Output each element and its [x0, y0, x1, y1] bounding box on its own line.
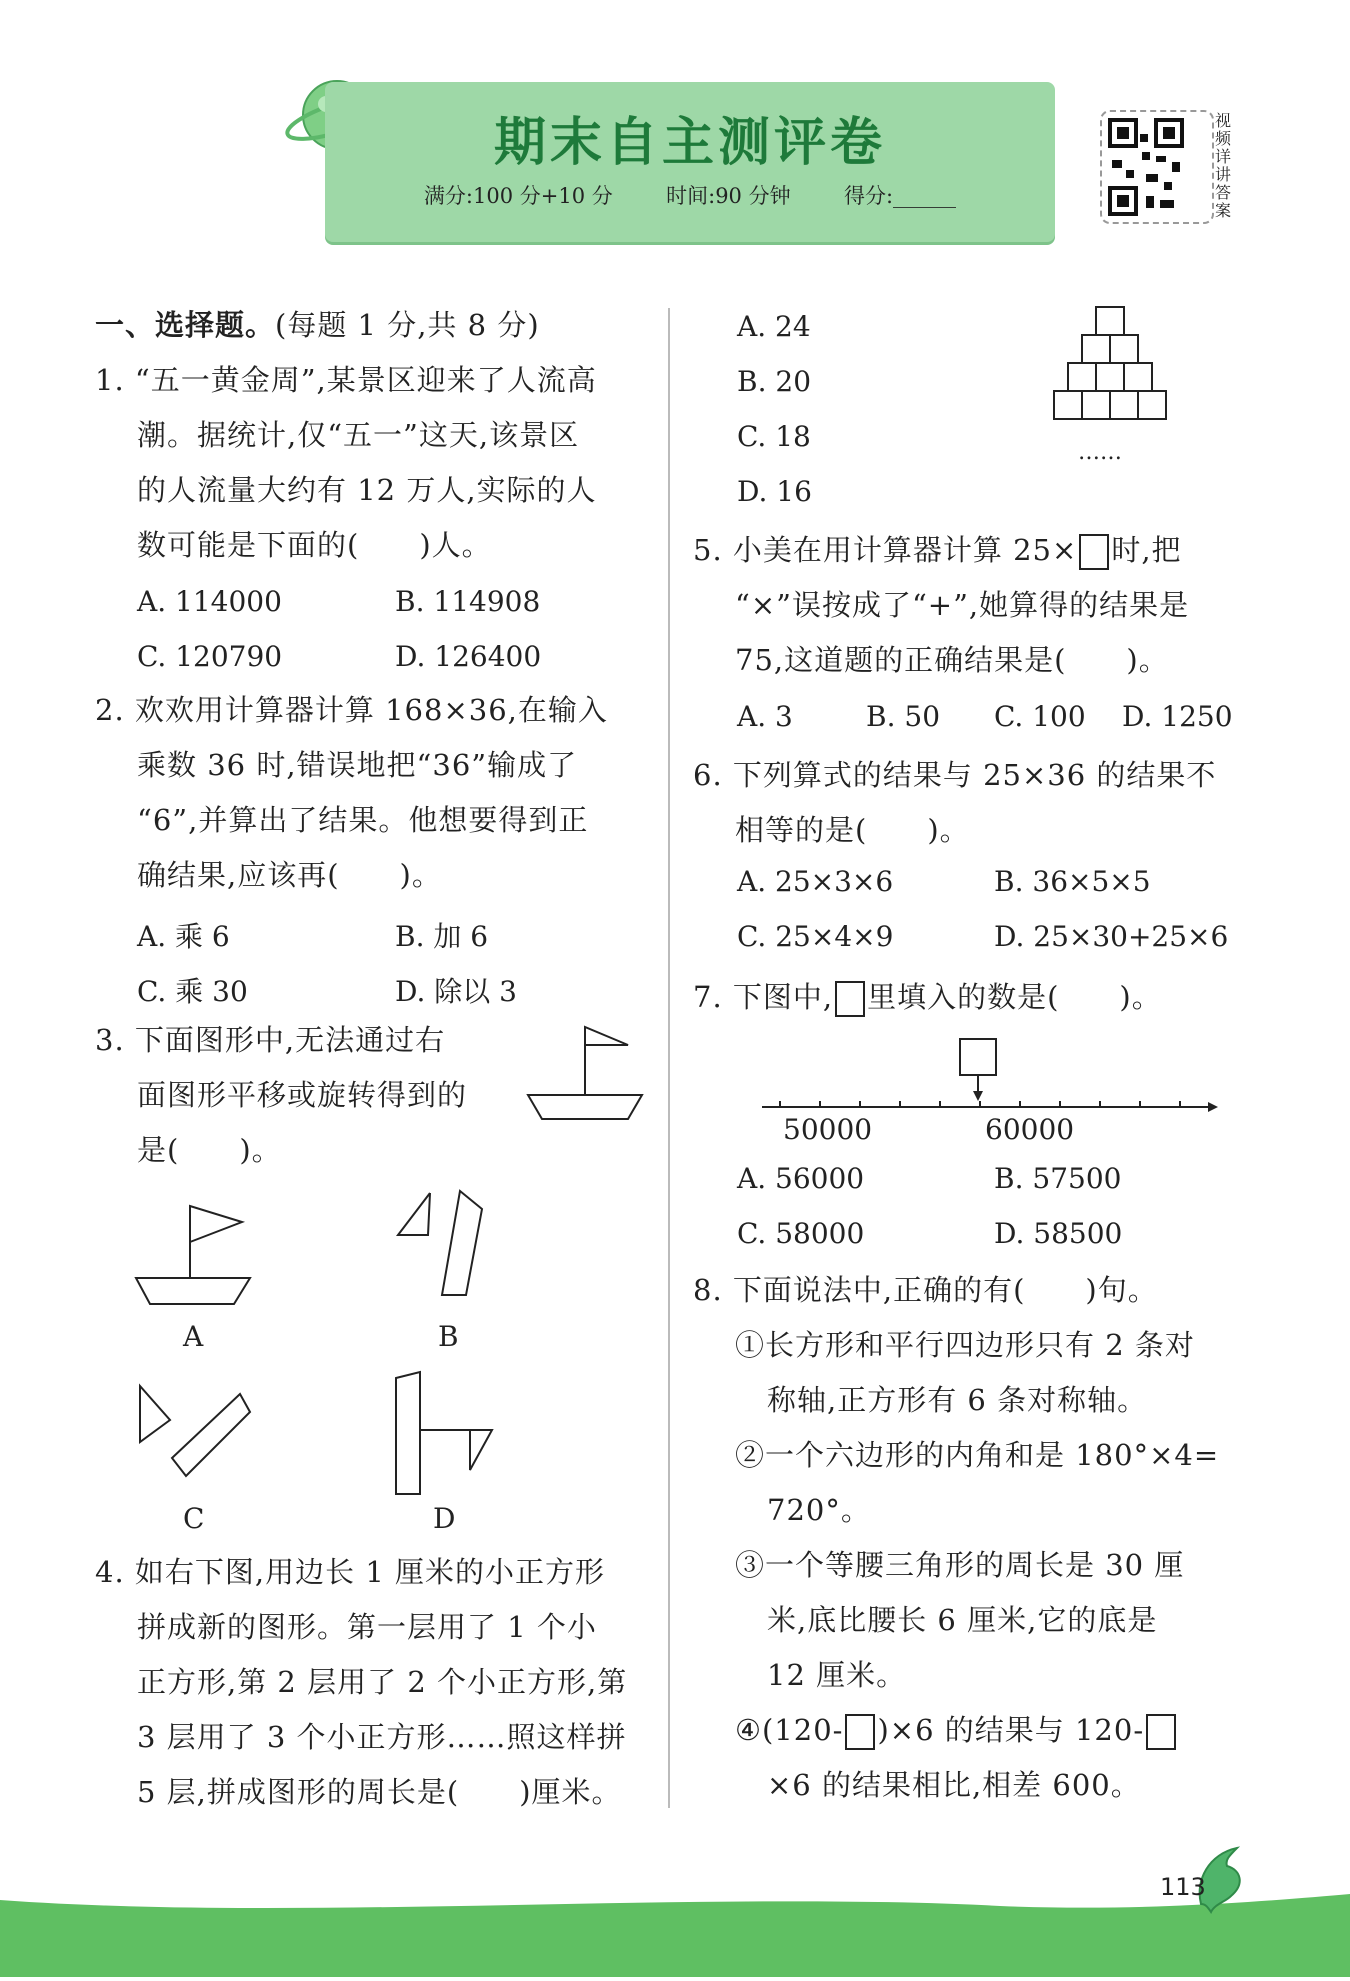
question-1	[95, 353, 597, 573]
q5-line: 5. 小美在用计算器计算 25×	[693, 533, 1078, 567]
q1-option-a[interactable]: A. 114000	[137, 585, 282, 618]
q6-line: 相等的是( )。	[735, 813, 970, 847]
q3-line: 3. 下面图形中,无法通过右	[95, 1023, 446, 1057]
q7-line: 里填入的数是( )。	[867, 980, 1162, 1014]
full-score: 满分:100 分+10 分	[423, 184, 613, 208]
q4-line: 拼成新的图形。第一层用了 1 个小	[137, 1610, 597, 1644]
q8-line: ×6 的结果相比,相差 600。	[767, 1768, 1141, 1802]
page-number: 113	[1160, 1873, 1206, 1901]
q4-option-a[interactable]: A. 24	[737, 310, 811, 343]
footer-wave	[0, 1880, 1350, 1977]
question-7	[693, 970, 1162, 1025]
qr-label: 视频详讲答案	[1215, 111, 1232, 220]
q6-line: 6. 下列算式的结果与 25×36 的结果不	[693, 758, 1217, 792]
q7-blank-box[interactable]	[835, 981, 865, 1017]
q7-option-a[interactable]: A. 56000	[737, 1162, 865, 1195]
q2-line: “6”,并算出了结果。他想要得到正	[137, 803, 589, 837]
q2-option-c[interactable]: C. 乘 30	[137, 975, 248, 1008]
qr-code[interactable]	[1100, 110, 1214, 224]
q7-option-b[interactable]: B. 57500	[994, 1162, 1122, 1195]
q5-line: “×”误按成了“+”,她算得的结果是	[735, 588, 1190, 622]
q2-line: 2. 欢欢用计算器计算 168×36,在输入	[95, 693, 608, 727]
q8-blank-box-2[interactable]	[1146, 1714, 1176, 1750]
q6-option-b[interactable]: B. 36×5×5	[994, 865, 1151, 898]
q3-label-a: A	[183, 1320, 204, 1353]
column-divider	[668, 308, 670, 1808]
q2-line: 乘数 36 时,错误地把“36”输成了	[137, 748, 578, 782]
q1-line: 数可能是下面的( )人。	[137, 528, 492, 562]
section-note: (每题 1 分,共 8 分)	[275, 308, 540, 342]
q4-option-d[interactable]: D. 16	[737, 475, 812, 508]
q4-continuation-dots: ……	[1078, 440, 1122, 465]
question-5	[693, 523, 1189, 688]
q4-line: 5 层,拼成图形的周长是( )厘米。	[137, 1775, 622, 1809]
q2-option-b[interactable]: B. 加 6	[395, 920, 489, 953]
q8-statement-1: ①长方形和平行四边形只有 2 条对	[735, 1328, 1195, 1362]
q1-option-c[interactable]: C. 120790	[137, 640, 283, 673]
q5-blank-box[interactable]	[1079, 534, 1109, 570]
q5-line: 75,这道题的正确结果是( )。	[735, 643, 1169, 677]
q3-reference-boat	[520, 1015, 650, 1125]
q1-option-b[interactable]: B. 114908	[395, 585, 541, 618]
q8-line: 8. 下面说法中,正确的有( )句。	[693, 1273, 1158, 1307]
q7-number-line	[760, 1035, 1220, 1115]
time-limit: 时间:90 分钟	[666, 184, 791, 208]
q7-line: 7. 下图中,	[693, 980, 834, 1014]
q4-square-stack-figure	[1040, 303, 1180, 443]
q3-figure-a[interactable]	[130, 1200, 260, 1310]
q8-line: ④(120-	[735, 1713, 844, 1747]
q8-blank-box-1[interactable]	[845, 1714, 875, 1750]
q8-line: 称轴,正方形有 6 条对称轴。	[767, 1383, 1148, 1417]
q5-option-d[interactable]: D. 1250	[1122, 700, 1233, 733]
q3-line: 面图形平移或旋转得到的	[137, 1078, 468, 1112]
q1-option-d[interactable]: D. 126400	[395, 640, 542, 673]
q8-line: )×6 的结果与 120-	[877, 1713, 1145, 1747]
q2-option-a[interactable]: A. 乘 6	[137, 920, 230, 953]
q7-option-c[interactable]: C. 58000	[737, 1217, 865, 1250]
question-6	[693, 748, 1216, 858]
q1-line: 潮。据统计,仅“五一”这天,该景区	[137, 418, 580, 452]
q5-option-c[interactable]: C. 100	[994, 700, 1086, 733]
q1-line: 1. “五一黄金周”,某景区迎来了人流高	[95, 363, 597, 397]
q7-option-d[interactable]: D. 58500	[994, 1217, 1123, 1250]
section-heading	[95, 298, 540, 353]
q3-label-b: B	[438, 1320, 459, 1353]
q6-option-c[interactable]: C. 25×4×9	[737, 920, 894, 953]
q8-line: 米,底比腰长 6 厘米,它的底是	[767, 1603, 1158, 1637]
q4-option-b[interactable]: B. 20	[737, 365, 812, 398]
score-field[interactable]: 得分:______	[843, 184, 957, 208]
page-title: 期末自主测评卷	[493, 113, 886, 173]
q1-line: 的人流量大约有 12 万人,实际的人	[137, 473, 597, 507]
q2-line: 确结果,应该再( )。	[137, 858, 442, 892]
q4-option-c[interactable]: C. 18	[737, 420, 811, 453]
q7-axis-label-60000: 60000	[985, 1113, 1075, 1146]
question-8	[693, 1263, 1219, 1813]
q6-option-a[interactable]: A. 25×3×6	[737, 865, 894, 898]
q4-line: 4. 如右下图,用边长 1 厘米的小正方形	[95, 1555, 605, 1589]
q8-statement-3: ③一个等腰三角形的周长是 30 厘	[735, 1548, 1185, 1582]
q4-line: 正方形,第 2 层用了 2 个小正方形,第	[137, 1665, 628, 1699]
question-3	[95, 1013, 467, 1178]
q3-label-d: D	[433, 1502, 456, 1535]
q4-line: 3 层用了 3 个小正方形……照这样拼	[137, 1720, 627, 1754]
q6-option-d[interactable]: D. 25×30+25×6	[994, 920, 1229, 953]
section-title: 一、选择题。	[95, 308, 276, 342]
q2-option-d[interactable]: D. 除以 3	[395, 975, 517, 1008]
q3-line: 是( )。	[137, 1133, 282, 1167]
q7-axis-label-50000: 50000	[783, 1113, 873, 1146]
q8-line: 720°。	[767, 1493, 871, 1527]
q5-line: 时,把	[1111, 533, 1182, 567]
q5-option-a[interactable]: A. 3	[737, 700, 793, 733]
question-4	[95, 1545, 627, 1820]
question-2	[95, 683, 608, 903]
q3-figure-d[interactable]	[390, 1370, 510, 1500]
q3-label-c: C	[183, 1502, 205, 1535]
q5-option-b[interactable]: B. 50	[866, 700, 941, 733]
q8-line: 12 厘米。	[767, 1658, 907, 1692]
exam-meta	[325, 180, 1055, 210]
q3-figure-c[interactable]	[130, 1380, 260, 1500]
q8-statement-2: ②一个六边形的内角和是 180°×4=	[735, 1438, 1220, 1472]
q8-statement-4	[693, 1703, 1219, 1758]
q3-figure-b[interactable]	[390, 1185, 510, 1305]
